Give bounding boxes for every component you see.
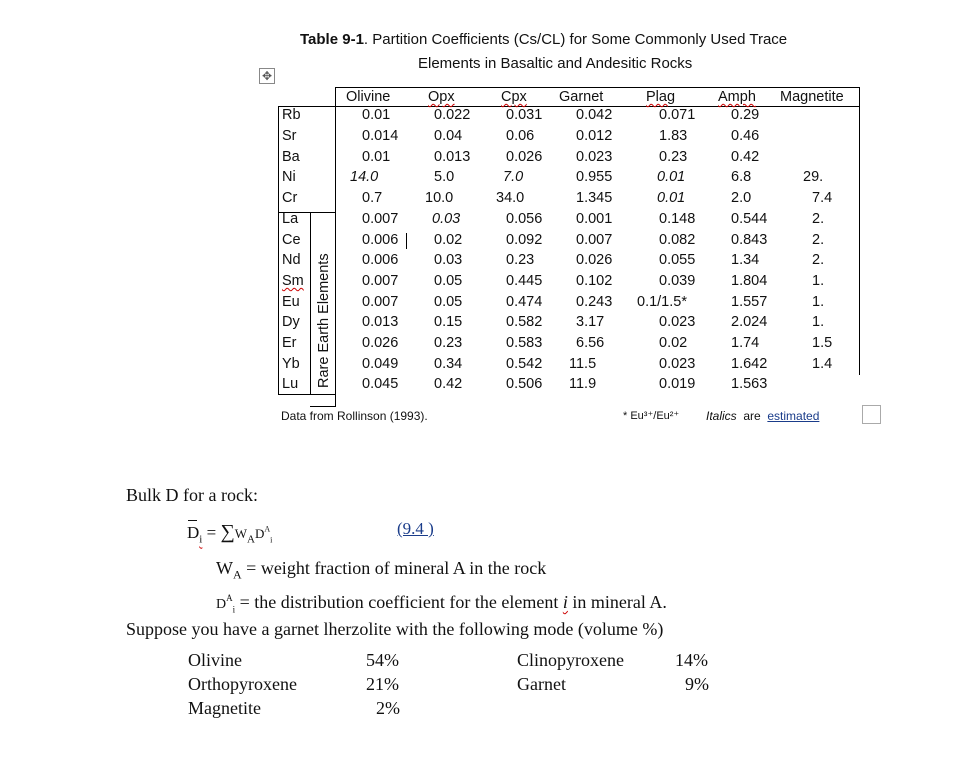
ree-label: Rare Earth Elements: [316, 253, 332, 388]
eu-footnote: * Eu³⁺/Eu²⁺: [623, 410, 680, 422]
mode-garnet-name: Garnet: [517, 674, 566, 694]
header-garnet: Garnet: [559, 89, 604, 105]
table-left-border: [278, 106, 279, 394]
mode-olivine-name: Olivine: [188, 650, 242, 670]
header-opx: Opx: [428, 89, 455, 105]
bulk-d-equation: $D_i = \sum W_AD^A_i$: [187, 521, 273, 546]
ree-box-bottom: [278, 394, 336, 395]
ree-box-left: [310, 212, 311, 394]
text-box-checkbox[interactable]: [862, 405, 881, 424]
mode-cpx-pct: 14%: [675, 650, 708, 670]
table-source-note: Data from Rollinson (1993).: [281, 409, 428, 423]
mode-opx-name: Orthopyroxene: [188, 674, 297, 694]
table-title: Table 9-1. Partition Coefficients (Cs/CL) for Some Commonly Used Trace: [300, 31, 788, 48]
da-definition: $D^A_i$ = the distribution coefficient for the element i in mineral A.: [216, 592, 667, 615]
mode-cpx-name: Clinopyroxene: [517, 650, 624, 670]
header-magnetite: Magnetite: [780, 89, 844, 105]
table-right-border: [859, 87, 860, 375]
mode-garnet-pct: 9%: [685, 674, 709, 694]
header-olivine: Olivine: [346, 89, 391, 105]
mode-opx-pct: 21%: [366, 674, 399, 694]
text-cursor: [406, 233, 407, 249]
equation-number: (9.4 ): [397, 519, 434, 538]
bulk-d-heading: Bulk D for a rock:: [126, 485, 258, 505]
table-column-divider: [335, 87, 336, 407]
ree-box-tail: [310, 406, 336, 407]
header-amph: Amph: [718, 89, 756, 105]
header-plag: Plag: [646, 89, 676, 105]
header-cpx: Cpx: [501, 89, 527, 105]
table-move-handle-icon[interactable]: ✥: [259, 68, 275, 84]
mode-magnetite-name: Magnetite: [188, 698, 261, 718]
wa-definition: $W_A$ = weight fraction of mineral A in the rock: [216, 558, 547, 582]
table-subtitle: Elements in Basaltic and Andesitic Rocks: [418, 55, 693, 72]
italics-note: Italics are estimated: [706, 409, 820, 423]
mode-magnetite-pct: 2%: [376, 698, 400, 718]
table-top-border: [335, 87, 860, 88]
mode-olivine-pct: 54%: [366, 650, 399, 670]
suppose-text: Suppose you have a garnet lherzolite with the following mode (volume %): [126, 619, 664, 639]
